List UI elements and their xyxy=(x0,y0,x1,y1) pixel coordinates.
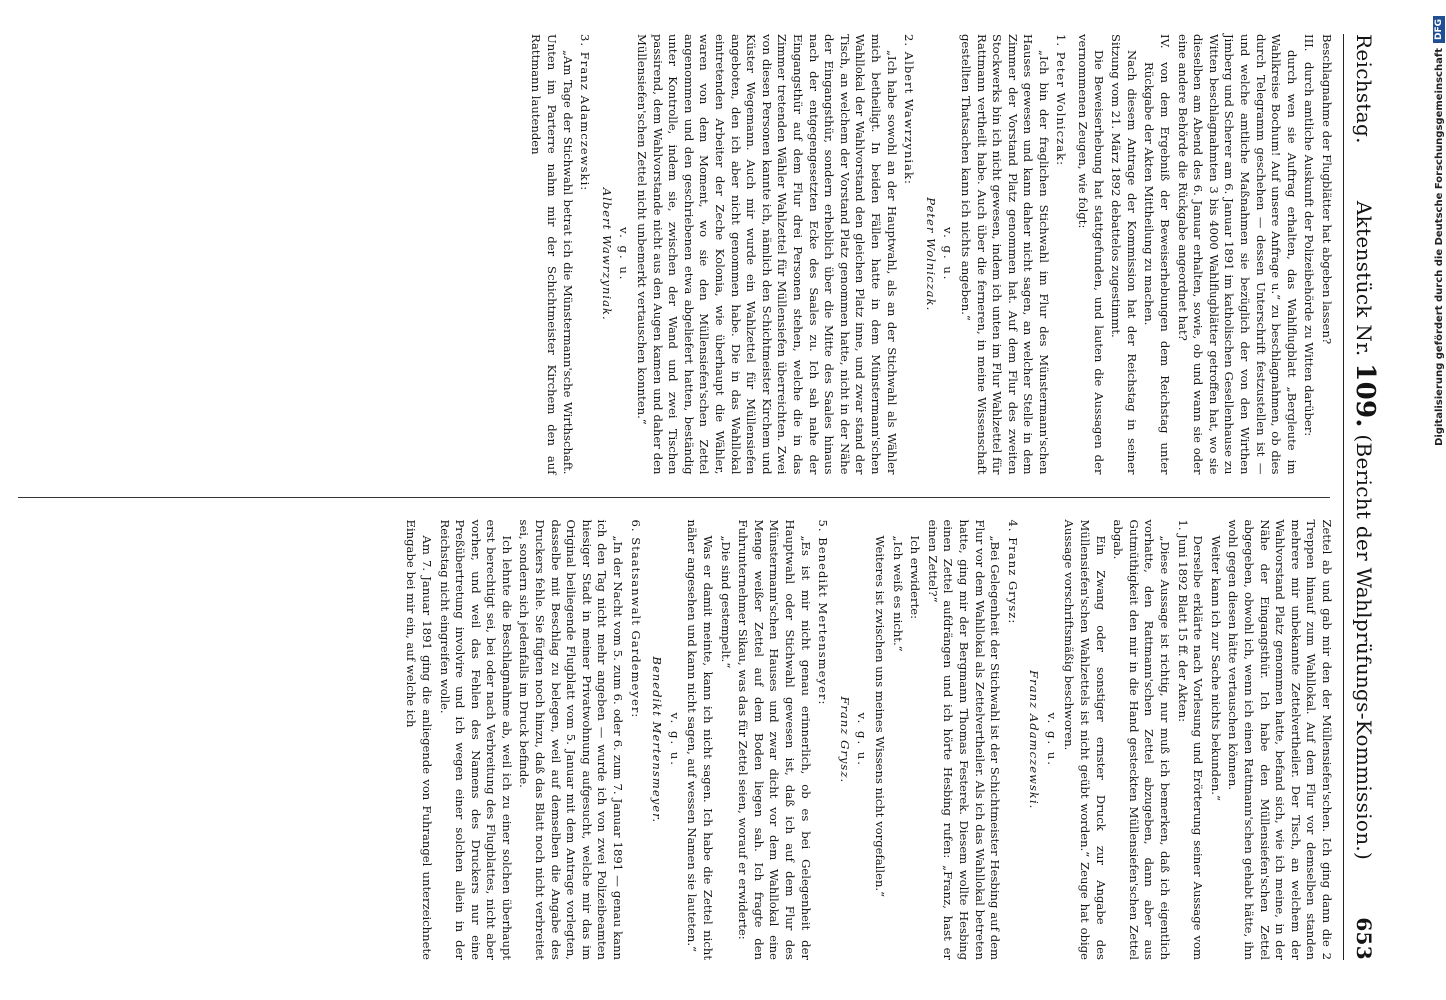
witness-signature: Peter Wolniczak. xyxy=(923,197,938,312)
paragraph: Was er damit meinte, kann ich nicht sagen. Ich habe die Zettel nicht näher angesehen und kann nicht sagen, auf wessen Namen sie lauteten.“ xyxy=(685,519,716,960)
paragraph: Am 7. Januar 1891 ging die anliegende von Fuhrangel unterzeichnete Eingabe bei mir ein, auf welche ich xyxy=(404,519,434,960)
paragraph: Weiter kann ich zur Sache nichts bekunden.“ xyxy=(1208,535,1223,801)
paragraph: Weiteres ist zwischen uns meines Wissens nicht vorgefallen.“ xyxy=(872,535,887,898)
paragraph: Zettel ab und gab mir den der Müllensiefen'schen. Ich ging dann die 2 Treppen hinauf zum Wahllokal. Auf dem Flur vor demselben standen mehrere mir unbekannte Zettelvertheiler. Der Tisch, an welchem der Wahlvorstand Platz genommen hatte, befand sich, wie ich meine, in der Nähe der Eingangsthür. Ich habe den Müllensiefen'schen Zettel abgegeben, obwohl ich, wenn ich einen Rattmann'schen gehabt hätte, ihn wohl gegen diesen hätte vertauschen können. xyxy=(1226,519,1334,960)
column-divider xyxy=(18,497,1330,498)
enumerated-item xyxy=(1301,34,1317,475)
protocol-mark: v. g. u. xyxy=(855,712,870,767)
right-column xyxy=(18,520,1334,961)
protocol-mark: v. g. u. xyxy=(941,227,956,282)
paragraph: Die Beweiserhebung hat stattgefunden, und lauten die Aussagen der vernommenen Zeugen, wie folgt: xyxy=(1076,34,1106,475)
witness-heading: 2. Albert Wawrzyniak: xyxy=(902,34,917,185)
paragraph: Derselbe erklärte nach Vorlesung und Erörterung seiner Aussage vom 1. Juni 1892 Blatt 15 ff. der Akten: xyxy=(1175,519,1206,960)
digitization-text: Digitalisierung gefördert durch die Deutsche Forschungsgemeinschaft xyxy=(1433,48,1445,446)
enumerated-item xyxy=(1141,34,1172,475)
item-numeral: III. xyxy=(1302,34,1317,52)
item-numeral: IV. xyxy=(1158,34,1173,49)
paragraph: durch wen sie Auftrag erhalten, das Wahlflugblatt „Bergleute im Wahlkreise Bochum! Auf unsere Anfrage u.“ zu beschlagnahmen, ob dies durch Telegramm geschehen — dessen Unterschrift festzustellen ist — und welche amtliche Maßnahmen sie bezüglich der von den Wirthen Jimberg und Scherer am 6. Januar 1891 im katholischen Gesellenhause zu Witten beschlagnahmten 3 bis 4000 Wahlflugblätter getroffen hat, wo sie dieselben am Abend des 6. Januar erhalten, sowie, ob und wann sie oder eine andere Behörde die Rückgabe angeordnet hat? xyxy=(1175,34,1299,475)
witness-signature: Franz Adamczewski. xyxy=(1027,670,1042,810)
rotated-scanned-page xyxy=(10,0,1410,1000)
paragraph: Ich lehnte die Beschlagnahme ab, weil ich zu einer solchen überhaupt erst berechtigt sei, bei oder nach Verbreitung des Flugblattes, nicht aber vorher, und weil das Fehlen des Namens des Druckers nur eine Preßübertretung involvire und ich wegen einer solchen allein in der Reichstag nicht eingreifen wolle. xyxy=(437,519,514,960)
header-commission-title: (Bericht der Wahlprüfungs-Kommission.) xyxy=(1352,434,1376,861)
running-header xyxy=(1343,34,1380,960)
item-text: von dem Ergebniß der Beweiserhebungen dem Reichstag unter Rückgabe der Akten Mittheilung zu machen. xyxy=(1142,62,1173,475)
witness-heading: 1. Peter Wolniczak: xyxy=(1054,34,1069,167)
paragraph: Nach diesem Antrage der Kommission hat der Reichstag in seiner Sitzung vom 21. März 1892 debattelos zugestimmt. xyxy=(1109,34,1139,475)
item-text: durch amtliche Auskunft der Polizeibehörde zu Witten darüber: xyxy=(1302,62,1317,437)
header-document-label: Aktenstück Nr. xyxy=(1352,200,1376,357)
paragraph: „Ich habe sowohl an der Hauptwahl, als an der Stichwahl als Wähler mich betheiligt. In beiden Fällen hatte in dem Münstermann'schen Wahllokal der Wahlvorstand den gleichen Platz inne, und zwar stand der Tisch, an welchem der Vorstand Platz genommen hatte, nicht in der Nähe der Eingangsthür, sondern erheblich über die Mitte des Saales hinaus nach der entgegengesetzten Ecke des Saales zu. Ich sah nahe der Eingangsthür auf dem Flur drei Personen stehen, welche die in das Zimmer tretenden Wähler Wahlzettel für Müllensiefen überreichten. Zwei von diesen Personen kannte ich, nämlich den Schichtmeister Kirchem und Küster Wegemann. Auch mir wurde ein Wahlzettel für Müllensiefen angeboten, den ich aber nicht genommen habe. Die in das Wahllokal eintretenden Arbeiter der Zeche Kolonia, wie überhaupt die Wähler, waren von dem Moment, wo sie den Müllensiefen'schen Zettel angenommen und den geschriebenen etwa abgeliefert hatten, beständig unter Kontrolle, indem sie, zwischen der Wand und zwei Tischen passirend, dem Wahlvorstande nicht aus den Augen kamen und daher den Müllensiefen'schen Zettel nicht unbemerkt vertauschen konnten.“ xyxy=(635,34,899,475)
paragraph: Beschlagnahme der Flugblätter hat abgeben lassen? xyxy=(1320,34,1334,345)
witness-signature: Albert Wawrzyniak. xyxy=(599,187,614,321)
paragraph: Ein Zwang oder sonstiger ernster Druck zur Angabe des Müllensiefen'schen Wahlzettels ist nicht geübt worden.“ Zeuge hat obige Aussage vorschriftsmäßig beschworen. xyxy=(1062,519,1108,960)
protocol-mark: v. g. u. xyxy=(617,227,632,282)
paragraph: „Bei Gelegenheit der Stichwahl ist der Schichtmeister Hesbing auf dem Flur vor dem Wahllokal als Zettelvertheiler. Als ich das Wahllokal betreten hatte, ging mir der Bergmann Thomas Festerek. Diesem wollte Hesbing einen Zettel aufdrängen und ich hörte Hesbing rufen: „Franz, hast er einen Zettel?“ xyxy=(925,519,1003,960)
witness-heading: 3. Franz Adamczewski: xyxy=(578,34,593,192)
paragraph: „Am Tage der Stichwahl betrat ich die Münstermann'sche Wirthschaft. Unten im Parterre nahm mir der Schichtmeister Kirchem den auf Rattmann lautenden xyxy=(529,34,575,475)
page-number: 653 xyxy=(1352,917,1376,960)
paragraph: „Es ist mir nicht genau erinnerlich, ob es bei Gelegenheit der Hauptwahl oder Stichwahl gewesen ist, daß ich auf dem Flur des Münstermann'schen Hauses und zwar dicht vor dem Wahllokal eine Menge weißer Zettel auf dem Boden liegen sah. Ich fragte den Fuhrunternehmer Sikau, was das für Zettel seien, worauf er erwiderte: xyxy=(736,519,813,960)
witness-heading: 6. Staatsanwalt Gardemeyer: xyxy=(628,519,643,719)
protocol-mark: v. g. u. xyxy=(667,712,682,767)
header-middle xyxy=(1350,201,1380,860)
paragraph: „Ich weiß es nicht.“ xyxy=(890,535,905,652)
dfg-logo: DFG xyxy=(1433,16,1445,43)
left-column xyxy=(18,34,1334,475)
header-document-number: 109. xyxy=(1350,363,1380,428)
protocol-mark: v. g. u. xyxy=(1044,712,1059,767)
paragraph: Ich erwiderte: xyxy=(908,535,923,620)
paragraph: „Die sind gestempelt.“ xyxy=(718,535,733,669)
witness-heading: 5. Benedikt Mertensmeyer: xyxy=(816,519,831,706)
digitization-note xyxy=(1418,0,1445,1000)
witness-signature: Franz Grysz. xyxy=(837,696,852,784)
witness-signature: Benedikt Mertensmeyer. xyxy=(650,656,665,824)
paragraph: „Ich bin der fraglichen Stichwahl im Flur des Münstermann'schen Hauses gewesen und kann daher nicht sagen, an welcher Stelle in dem Zimmer der Vorstand Platz genommen hat. Auf dem Flur des zweiten Stockwerks bin ich nicht gewesen, indem ich unten im Flur Wahlzettel für Rattmann vertheilt habe. Auch über die ferneren, in meine Wissenschaft gestellten Thatsachen kann ich nichts angeben.“ xyxy=(958,34,1051,475)
paragraph: „In der Nacht vom 5. zum 6. oder 6. zum 7. Januar 1891 — genau kann ich den Tag nicht mehr angeben — wurde ich von zwei Polizeibeamten hiesiger Stadt in meiner Privatwohnung aufgesucht, welche mir das im Original beiliegende Flugblatt vom 5. Januar mit dem Antrage vorlegten, dasselbe mit Beschlag zu belegen, weil auf demselben die Angabe des Druckers fehle. Sie fügten noch hinzu, daß das Blatt noch nicht verbreitet sei, sondern sich jedenfalls im Druck befinde. xyxy=(517,519,626,960)
text-columns xyxy=(18,34,1334,960)
paragraph: „Diese Aussage ist richtig, nur muß ich bemerken, daß ich eigentlich vorhatte, den Rattmann'schen Zettel abzugeben, dann aber aus Gutmüthigkeit den mir in die Hand gesteckten Müllensiefen'schen Zettel abgab. xyxy=(1111,519,1173,960)
digitization-note-line xyxy=(1432,0,1446,1000)
header-left: Reichstag. xyxy=(1352,34,1376,144)
witness-heading: 4. Franz Grysz: xyxy=(1005,519,1020,625)
